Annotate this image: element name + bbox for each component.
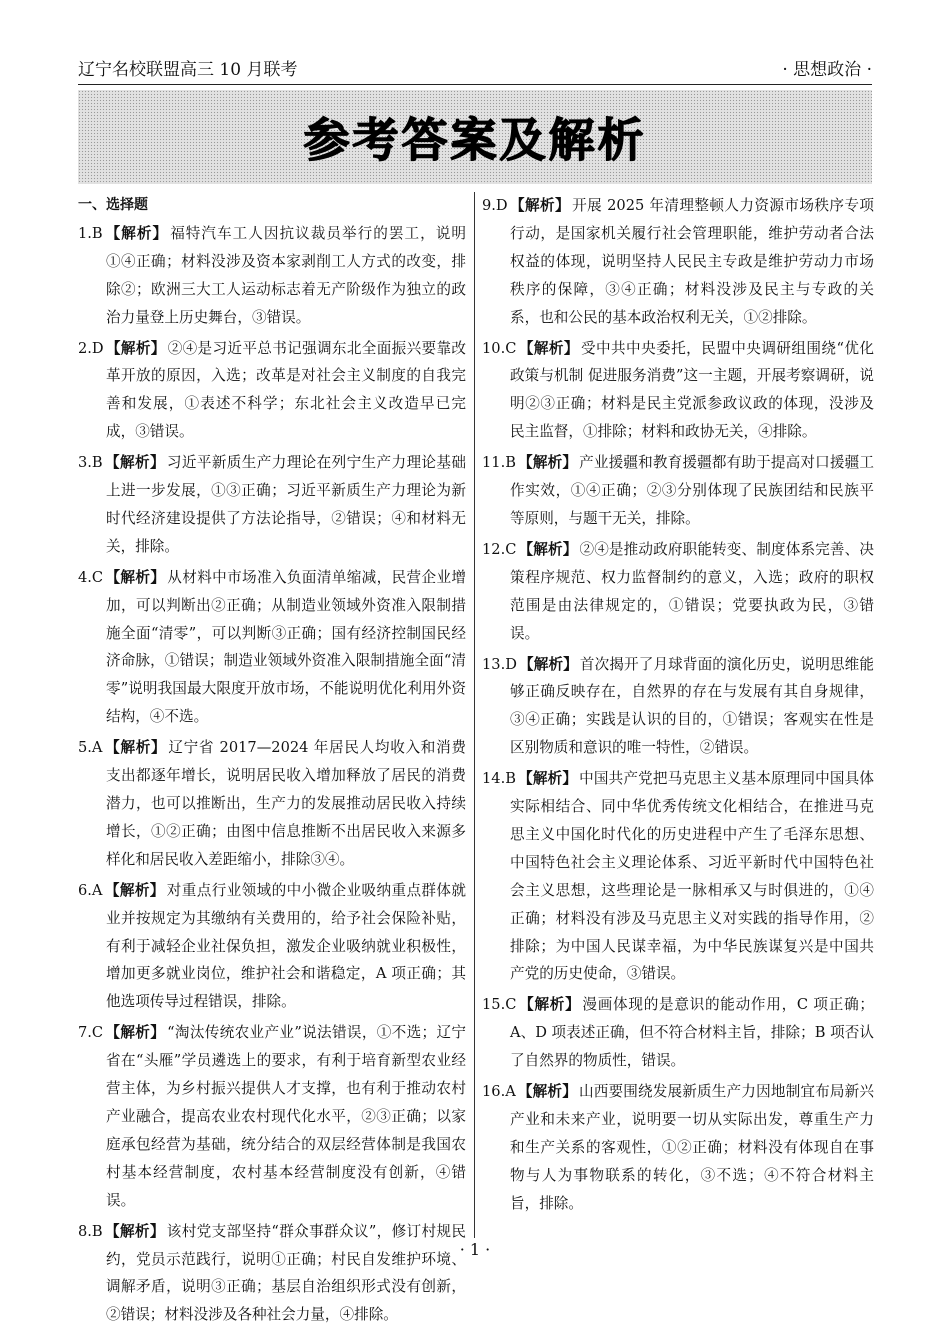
answer-number: 6.A: [78, 881, 103, 899]
column-divider: [474, 192, 475, 1238]
analysis-tag: 【解析】: [105, 1024, 166, 1042]
answer-number: 14.B: [482, 770, 516, 788]
answer-number: 8.B: [78, 1222, 103, 1240]
analysis-tag: 【解析】: [517, 1083, 577, 1101]
answer-item: [78, 335, 466, 447]
answer-number: 3.B: [78, 454, 103, 472]
answer-number: 15.C: [482, 996, 517, 1014]
answer-item: [78, 1019, 466, 1214]
answer-item: [78, 449, 466, 561]
analysis-text: 对重点行业领域的中小微企业吸纳重点群体就业并按规定为其缴纳有关费用的，给予社会保险补贴，有利于减轻企业社保负担，激发企业吸纳就业积极性，增加更多就业岗位，维护社会和谐稳定，A 项正确；其他选项传导过程错误，排除。: [106, 881, 466, 1011]
subject-label: · 思想政治 ·: [782, 60, 872, 80]
analysis-tag: 【解析】: [509, 197, 571, 214]
title-banner: [78, 90, 872, 184]
page-number: · 1 ·: [459, 1240, 491, 1259]
left-answer-list: [78, 220, 466, 1329]
answer-number: 12.C: [482, 540, 517, 558]
analysis-text: 辽宁省 2017—2024 年居民人均收入和消费支出都逐年增长，说明居民收入增加释放了居民的消费潜力，也可以推断出，生产力的发展推动居民收入持续增长，①②正确；由图中信息推断不出居民收入来源多样化和居民收入差距缩小，排除③④。: [106, 739, 466, 868]
answer-number: 1.B: [78, 224, 103, 242]
analysis-text: 习近平新质生产力理论在列宁生产力理论基础上进一步发展，①③正确；习近平新质生产力理论为新时代经济建设提供了方法论指导，②错误；④和材料无关，排除。: [106, 454, 466, 555]
analysis-text: 山西要围绕发展新质生产力因地制宜布局新兴产业和未来产业，说明要一切从实际出发，尊重生产力和生产关系的客观性，①②正确；材料没有体现自在事物与人为事物联系的转化，③不选；④不符合材料主旨，排除。: [510, 1083, 874, 1212]
answer-item: [78, 220, 466, 332]
analysis-tag: 【解析】: [518, 339, 579, 357]
answer-item: [482, 651, 874, 763]
section-title: 一、选择题: [78, 197, 148, 213]
answer-number: 9.D: [482, 197, 508, 214]
page-title: 参考答案及解析: [303, 113, 647, 167]
analysis-tag: 【解析】: [104, 1222, 165, 1240]
analysis-tag: 【解析】: [518, 996, 581, 1014]
analysis-tag: 【解析】: [517, 454, 578, 472]
analysis-text: “淘汰传统农业产业”说法错误，①不选；辽宁省在“头雁”学员遴选上的要求，有利于培育新型农业经营主体，为乡村振兴提供人才支撑，也有利于推动农村产业融合，提高农业农村现代化水平，②③正确；以家庭承包经营为基础，统分结合的双层经营体制是我国农村基本经营制度，农村基本经营制度没有创新，④错误。: [106, 1024, 466, 1209]
analysis-text: 中国共产党把马克思主义基本原理同中国具体实际相结合、同中华优秀传统文化相结合，在推进马克思主义中国化时代化的历史进程中产生了毛泽东思想、中国特色社会主义理论体系、习近平新时代中国特色社会主义思想，这些理论是一脉相承又与时俱进的，①④正确；材料没有涉及马克思主义对实践的指导作用，②排除；为中国人民谋幸福，为中华民族谋复兴是中国共产党的历史使命，③错误。: [510, 770, 874, 983]
analysis-tag: 【解析】: [518, 540, 578, 558]
analysis-tag: 【解析】: [104, 881, 165, 899]
answer-number: 4.C: [78, 568, 104, 586]
analysis-tag: 【解析】: [518, 655, 578, 673]
analysis-text: 从材料中市场准入负面清单缩减，民营企业增加，可以判断出②正确；从制造业领域外资准入限制措施全面“清零”，可以判断③正确；国有经济控制国民经济命脉，①错误；制造业领域外资准入限制措施全面“清零”说明我国最大限度开放市场，不能说明优化利用外资结构，④不选。: [106, 568, 466, 726]
answer-item: [78, 734, 466, 874]
answer-item: [482, 335, 874, 447]
answer-number: 11.B: [482, 454, 516, 472]
answer-item: [78, 877, 466, 1017]
page-header: [78, 50, 872, 85]
answer-number: 2.D: [78, 339, 104, 357]
analysis-tag: 【解析】: [104, 739, 167, 757]
answer-item: [482, 192, 874, 332]
answer-item: [482, 536, 874, 648]
analysis-text: 该村党支部坚持“群众事群众议”，修订村规民约，党员示范践行，说明①正确；村民自发维护环境、调解矛盾，说明③正确；基层自治组织形式没有创新，②错误；材料没涉及各种社会力量，④排除。: [106, 1222, 466, 1324]
analysis-text: 漫画体现的是意识的能动作用，C 项正确；A、D 项表述正确，但不符合材料主旨，排除；B 项否认了自然界的物质性，错误。: [510, 996, 874, 1070]
left-column: [78, 192, 466, 1332]
answer-item: [78, 1218, 466, 1330]
answer-number: 16.A: [482, 1083, 516, 1101]
answer-item: [482, 449, 874, 533]
analysis-tag: 【解析】: [104, 454, 165, 472]
analysis-tag: 【解析】: [517, 770, 578, 788]
answer-item: [78, 564, 466, 731]
analysis-tag: 【解析】: [104, 224, 169, 242]
right-column: [482, 192, 874, 1221]
answer-item: [482, 1078, 874, 1218]
analysis-text: 首次揭开了月球背面的演化历史，说明思维能够正确反映存在，自然界的存在与发展有其自身规律，③④正确；实践是认识的目的，①错误；客观实在性是区别物质和意识的唯一特性，②错误。: [510, 655, 874, 757]
answer-number: 10.C: [482, 339, 517, 357]
analysis-text: ②④是习近平总书记强调东北全面振兴要靠改革开放的原因，入选；改革是对社会主义制度的自我完善和发展，①表述不科学；东北社会主义改造早已完成，③错误。: [106, 339, 466, 441]
analysis-text: 受中共中央委托，民盟中央调研组围绕“优化政策与机制 促进服务消费”这一主题，开展考察调研，说明②③正确；材料是民主党派参政议政的体现，没涉及民主监督，①排除；材料和政协无关，④排除。: [510, 339, 874, 441]
analysis-text: ②④是推动政府职能转变、制度体系完善、决策程序规范、权力监督制约的意义，入选；政府的职权范围是由法律规定的，①错误；党要执政为民，③错误。: [510, 540, 874, 642]
analysis-text: 开展 2025 年清理整顿人力资源市场秩序专项行动，是国家机关履行社会管理职能，维护劳动者合法权益的体现，说明坚持人民民主专政是维护劳动力市场秩序的保障，③④正确；材料没涉及民主与专政的关系，也和公民的基本政治权利无关，①②排除。: [510, 197, 874, 326]
exam-title: 辽宁名校联盟高三 10 月联考: [78, 60, 298, 80]
analysis-text: 福特汽车工人因抗议裁员举行的罢工，说明①④正确；材料没涉及资本家剥削工人方式的改变，排除②；欧洲三大工人运动标志着无产阶级作为独立的政治力量登上历史舞台，③错误。: [106, 224, 466, 326]
analysis-tag: 【解析】: [105, 568, 166, 586]
answer-number: 5.A: [78, 739, 103, 757]
right-answer-list: [482, 192, 874, 1218]
answer-number: 13.D: [482, 655, 517, 673]
analysis-tag: 【解析】: [105, 339, 166, 357]
answer-item: [482, 991, 874, 1075]
answer-number: 7.C: [78, 1024, 104, 1042]
analysis-text: 产业援疆和教育援疆都有助于提高对口援疆工作实效，①④正确；②③分别体现了民族团结和民族平等原则，与题干无关，排除。: [510, 454, 874, 527]
answer-item: [482, 765, 874, 988]
